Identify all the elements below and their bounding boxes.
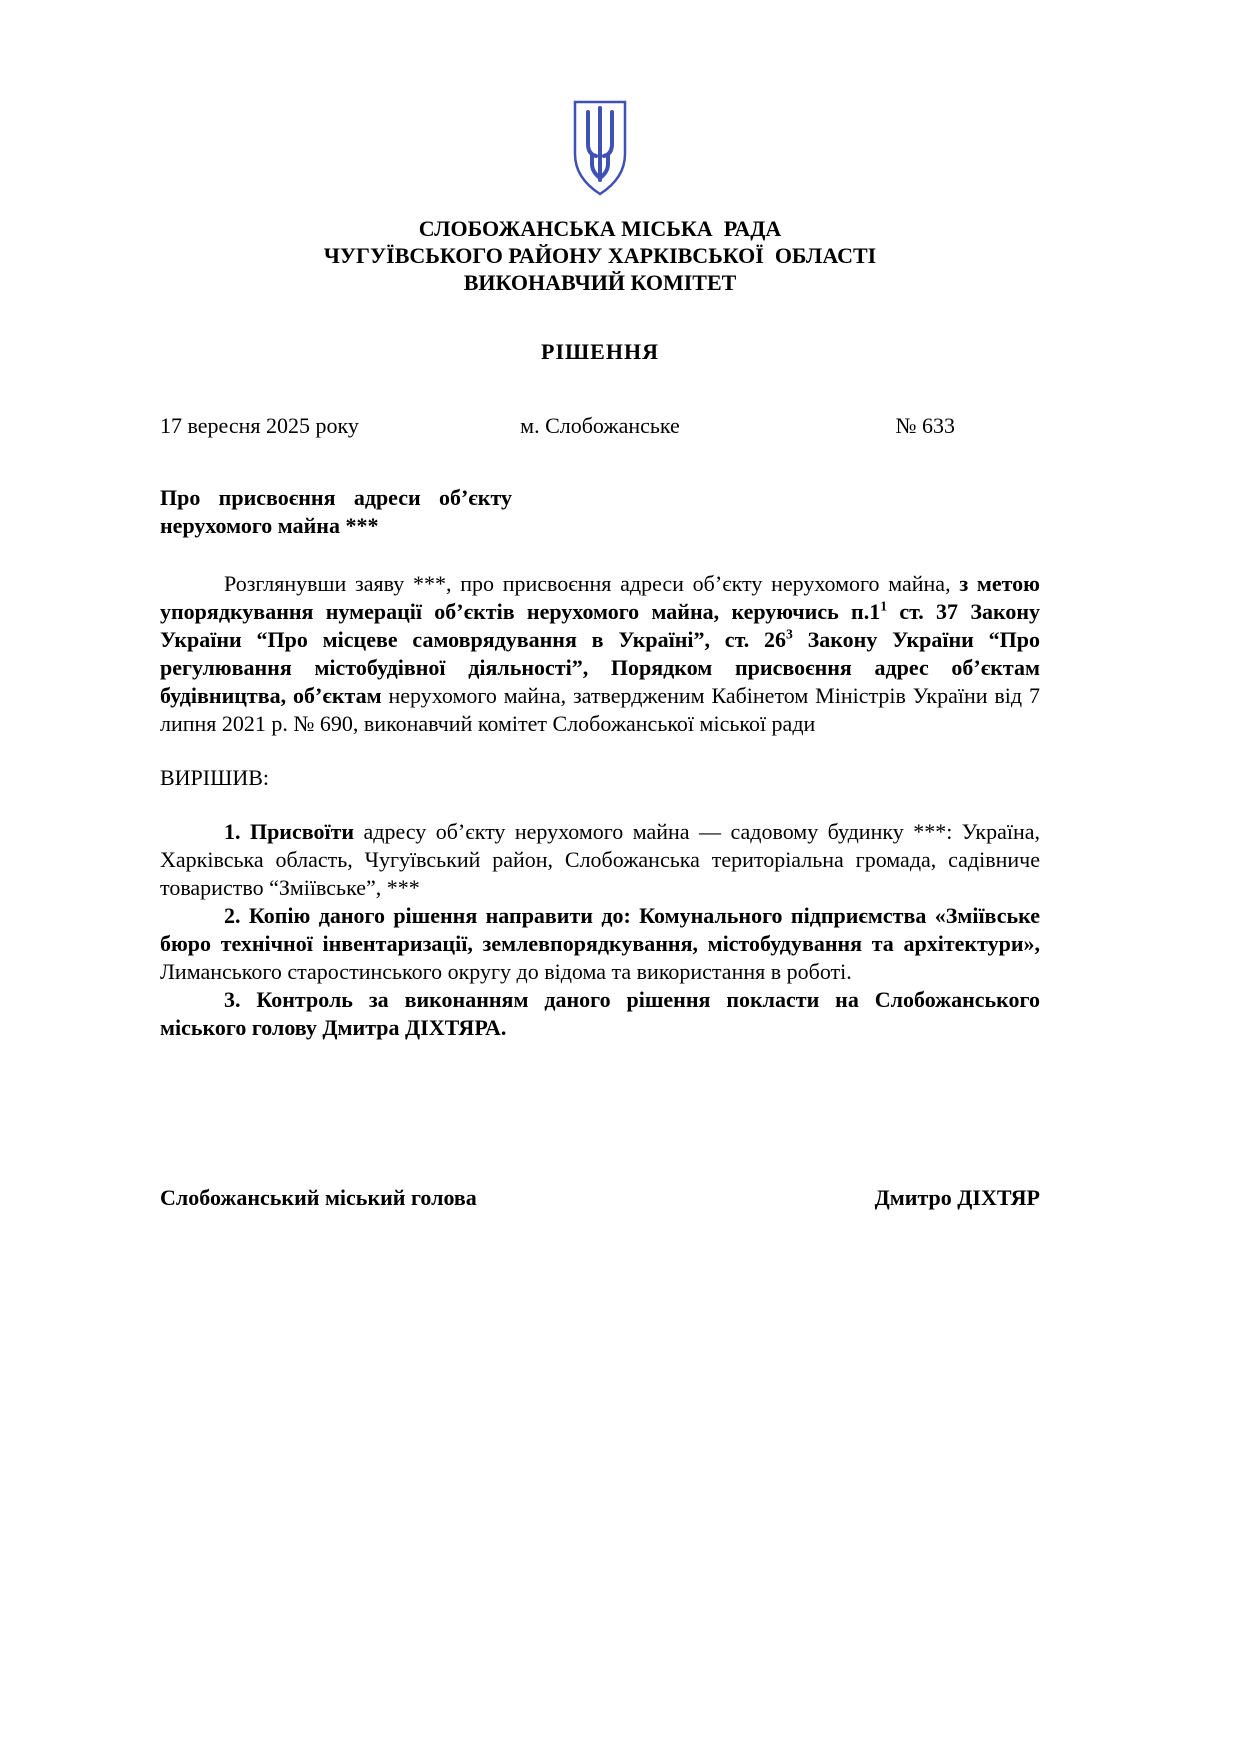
subject-line-1: Про присвоєння адреси об’єкту — [160, 485, 512, 510]
document-place: м. Слобожанське — [520, 413, 680, 438]
preamble-paragraph: Розглянувши заяву ***, про присвоєння адреси об’єкту нерухомого майна, з метою упорядкування нумерації об’єктів нерухомого майна, керуючись $п.1^1$ ст. 37 Закону України “Про місцеве самоврядування в Україні”, ст. $26^3$ Закону України “Про регулювання містобудівної діяльності”, Порядком присвоєння адрес об’єктам будівництва, об’єктам нерухомого майна, затвердженим Кабінетом Міністрів України від 7 липня 2021 р. № 690, виконавчий комітет Слобожанської міської ради — [160, 571, 1041, 736]
signature-row — [160, 1184, 1040, 1212]
org-name-line-3: ВИКОНАВЧИЙ КОМІТЕТ — [463, 270, 737, 295]
org-name-line-1: СЛОБОЖАНСЬКА МІСЬКА РАДА — [418, 216, 782, 241]
document-number: № 633 — [895, 413, 955, 438]
signatory-position: Слобожанський міський голова — [160, 1185, 477, 1210]
resolved-label: ВИРІШИВ: — [160, 765, 269, 790]
document-meta-row — [160, 412, 1040, 440]
org-name-line-2: ЧУГУЇВСЬКОГО РАЙОНУ ХАРКІВСЬКОЇ ОБЛАСТІ — [323, 243, 877, 268]
signatory-name: Дмитро ДІХТЯР — [874, 1185, 1040, 1210]
decision-item-3: 3. Контроль за виконанням даного рішення покласти на Слобожанського міського голову Дмитра ДІХТЯРА. — [160, 987, 1040, 1040]
decision-item-2: 2. Копію даного рішення направити до: Комунального підприємства «Зміївське бюро технічної інвентаризації, землевпорядкування, містобудування та архітектури», Лиманського старостинського округу до відома та використання в роботі. — [160, 903, 1040, 984]
document-date: 17 вересня 2025 року — [160, 413, 359, 438]
document-type-title: РІШЕННЯ — [541, 339, 659, 364]
document-subject — [160, 484, 512, 540]
organization-name-block — [160, 215, 1040, 296]
decision-item-1: 1. Присвоїти адресу об’єкту нерухомого майна — садовому будинку ***: Україна, Харківська область, Чугуївський район, Слобожанська територіальна громада, садівниче товариство “Зміївське”, *** — [160, 819, 1040, 900]
subject-line-2: нерухомого майна *** — [160, 513, 379, 538]
decision-items — [160, 818, 1040, 1042]
trident-emblem-icon — [568, 98, 632, 198]
ukraine-trident-emblem — [568, 98, 632, 205]
